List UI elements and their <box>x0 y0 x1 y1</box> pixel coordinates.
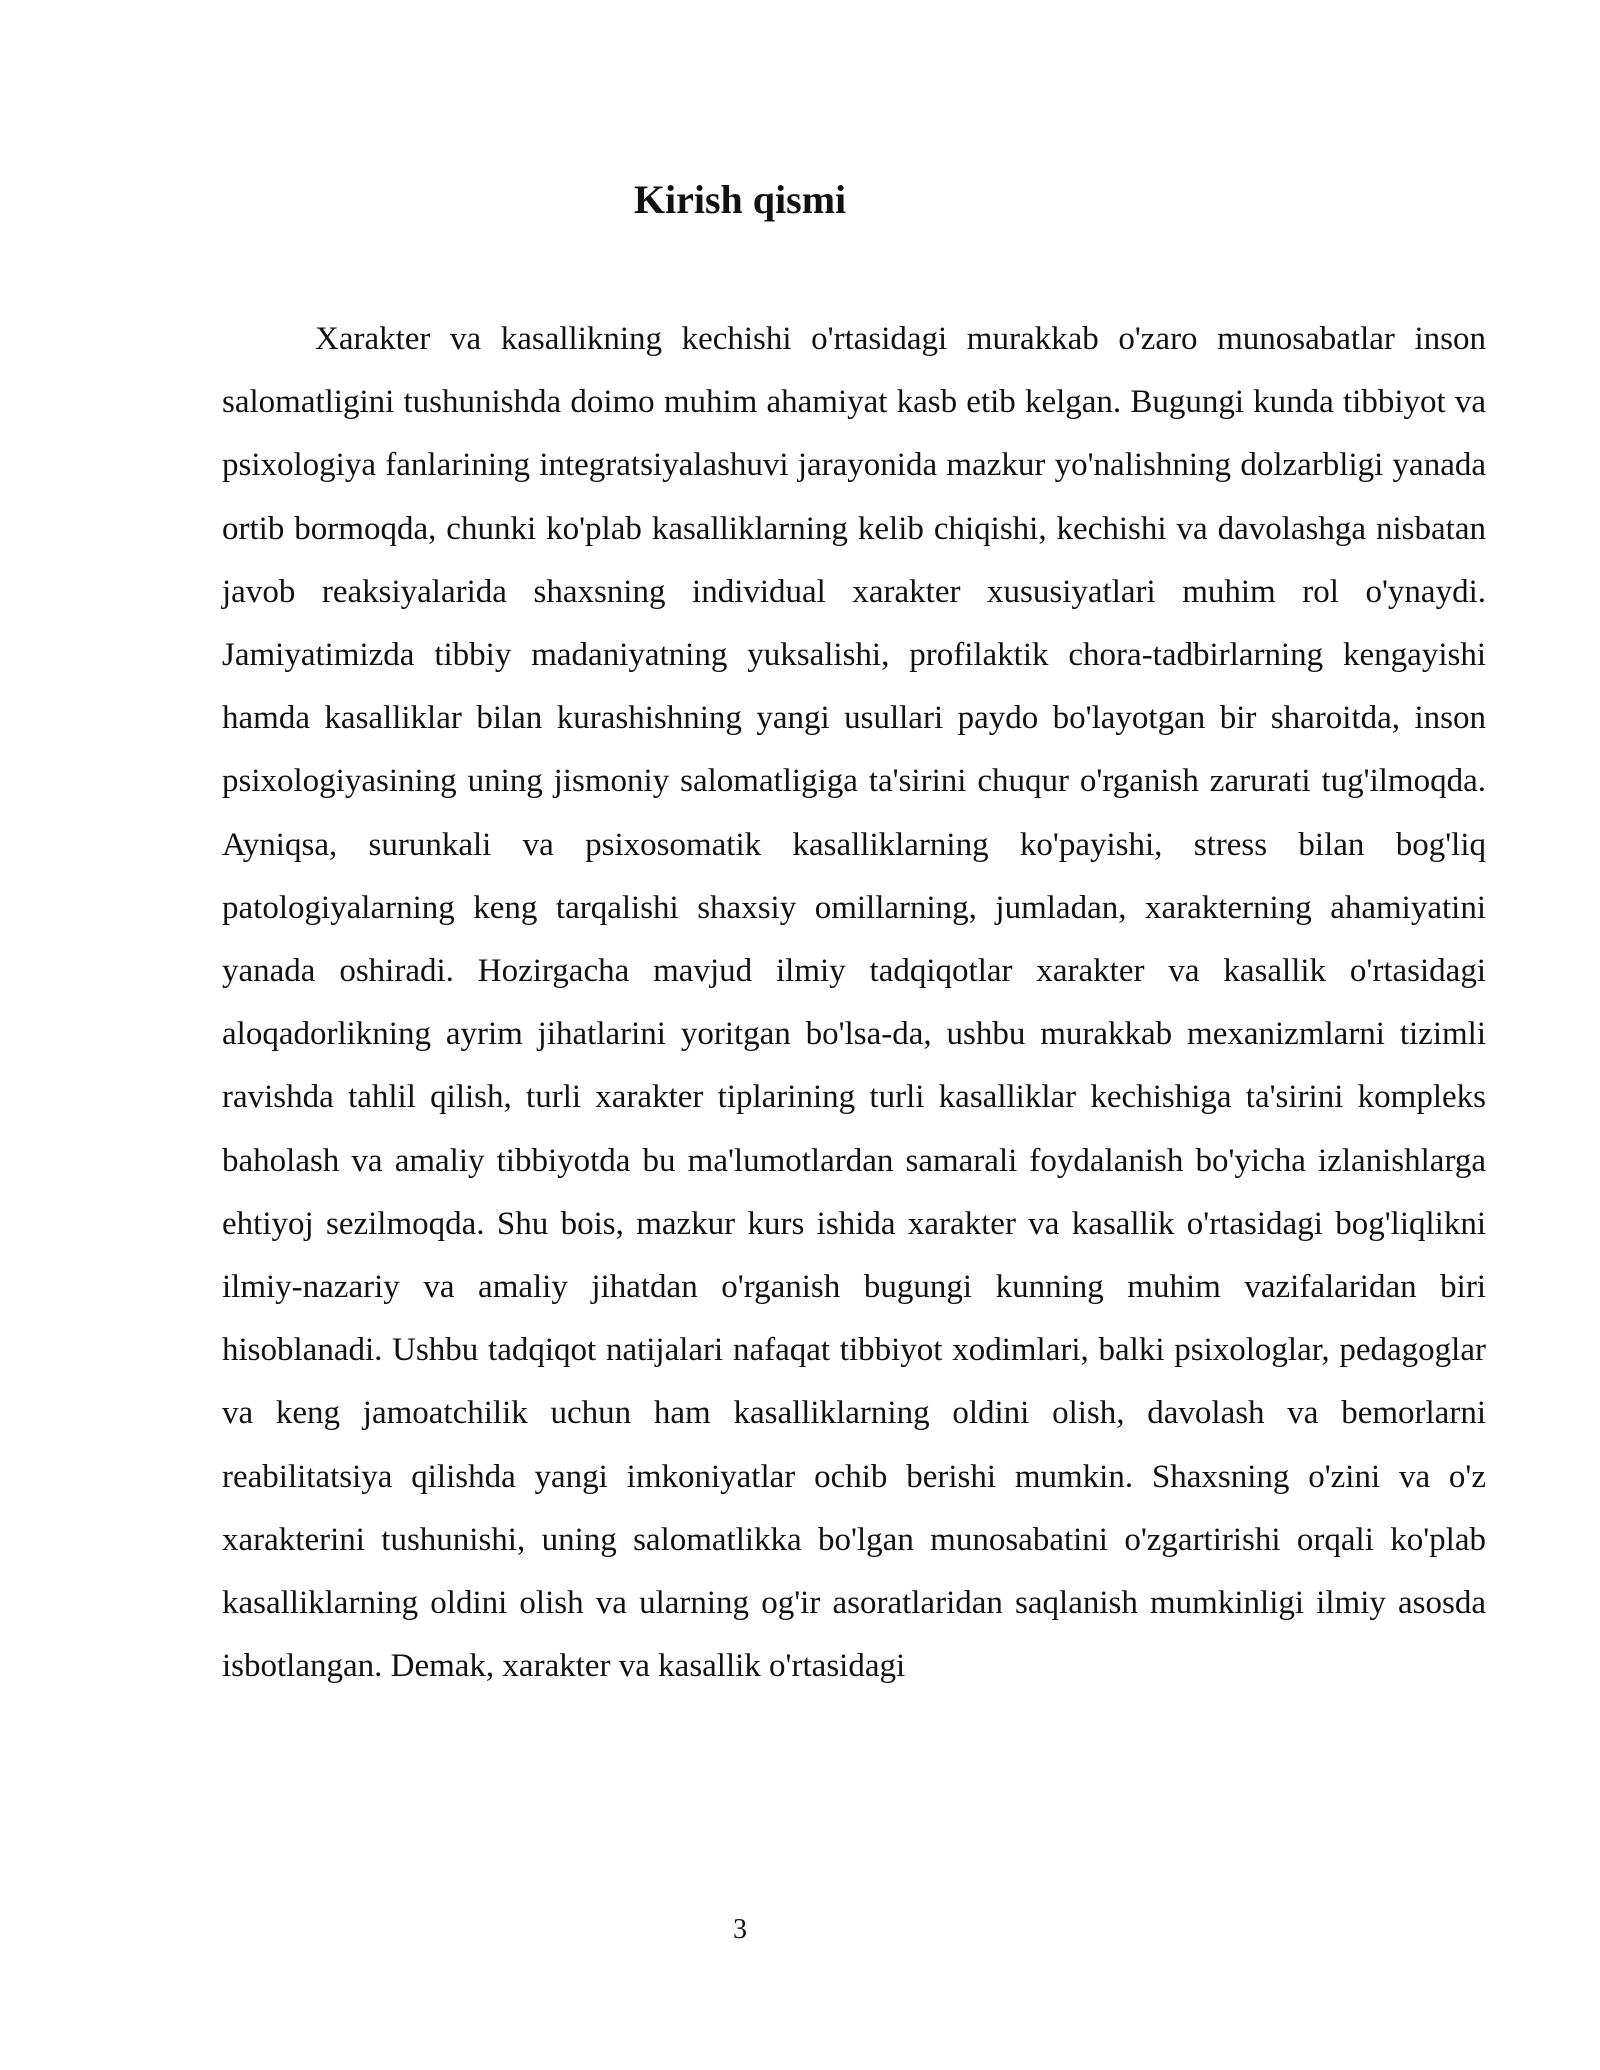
page-number: 3 <box>733 1914 747 1945</box>
body-paragraph: Xarakter va kasallikning kechishi o'rtasidagi murakkab o'zaro munosabatlar inson salomatligini tushunishda doimo muhim ahamiyat kasb etib kelgan. Bugungi kunda tibbiyot va psixologiya fanlarining integratsiyalashuvi jarayonida mazkur yo'nalishning dolzarbligi yanada ortib bormoqda, chunki ko'plab kasalliklarning kelib chiqishi, kechishi va davolashga nisbatan javob reaksiyalarida shaxsning individual xarakter xususiyatlari muhim rol o'ynaydi. Jamiyatimizda tibbiy madaniyatning yuksalishi, profilaktik chora-tadbirlarning kengayishi hamda kasalliklar bilan kurashishning yangi usullari paydo bo'layotgan bir sharoitda, inson psixologiyasining uning jismoniy salomatligiga ta'sirini chuqur o'rganish zarurati tug'ilmoqda. Ayniqsa, surunkali va psixosomatik kasalliklarning ko'payishi, stress bilan bog'liq patologiyalarning keng tarqalishi shaxsiy omillarning, jumladan, xarakterning ahamiyatini yanada oshiradi. Hozirgacha mavjud ilmiy tadqiqotlar xarakter va kasallik o'rtasidagi aloqadorlikning ayrim jihatlarini yoritgan bo'lsa-da, ushbu murakkab mexanizmlarni tizimli ravishda tahlil qilish, turli xarakter tiplarining turli kasalliklar kechishiga ta'sirini kompleks baholash va amaliy tibbiyotda bu ma'lumotlardan samarali foydalanish bo'yicha izlanishlarga ehtiyoj sezilmoqda. Shu bois, mazkur kurs ishida xarakter va kasallik o'rtasidagi bog'liqlikni ilmiy-nazariy va amaliy jihatdan o'rganish bugungi kunning muhim vazifalaridan biri hisoblanadi. Ushbu tadqiqot natijalari nafaqat tibbiyot xodimlari, balki psixologlar, pedagoglar va keng jamoatchilik uchun ham kasalliklarning oldini olish, davolash va bemorlarni reabilitatsiya qilishda yangi imkoniyatlar ochib berishi mumkin. Shaxsning o'zini va o'z xarakterini tushunishi, uning salomatlikka bo'lgan munosabatini o'zgartirishi orqali ko'plab kasalliklarning oldini olish va ularning og'ir asoratlaridan saqlanish mumkinligi ilmiy asosda isbotlangan. Demak, xarakter va kasallik o'rtasidagi <box>222 321 1486 1685</box>
page-title: Kirish qismi <box>633 176 847 222</box>
